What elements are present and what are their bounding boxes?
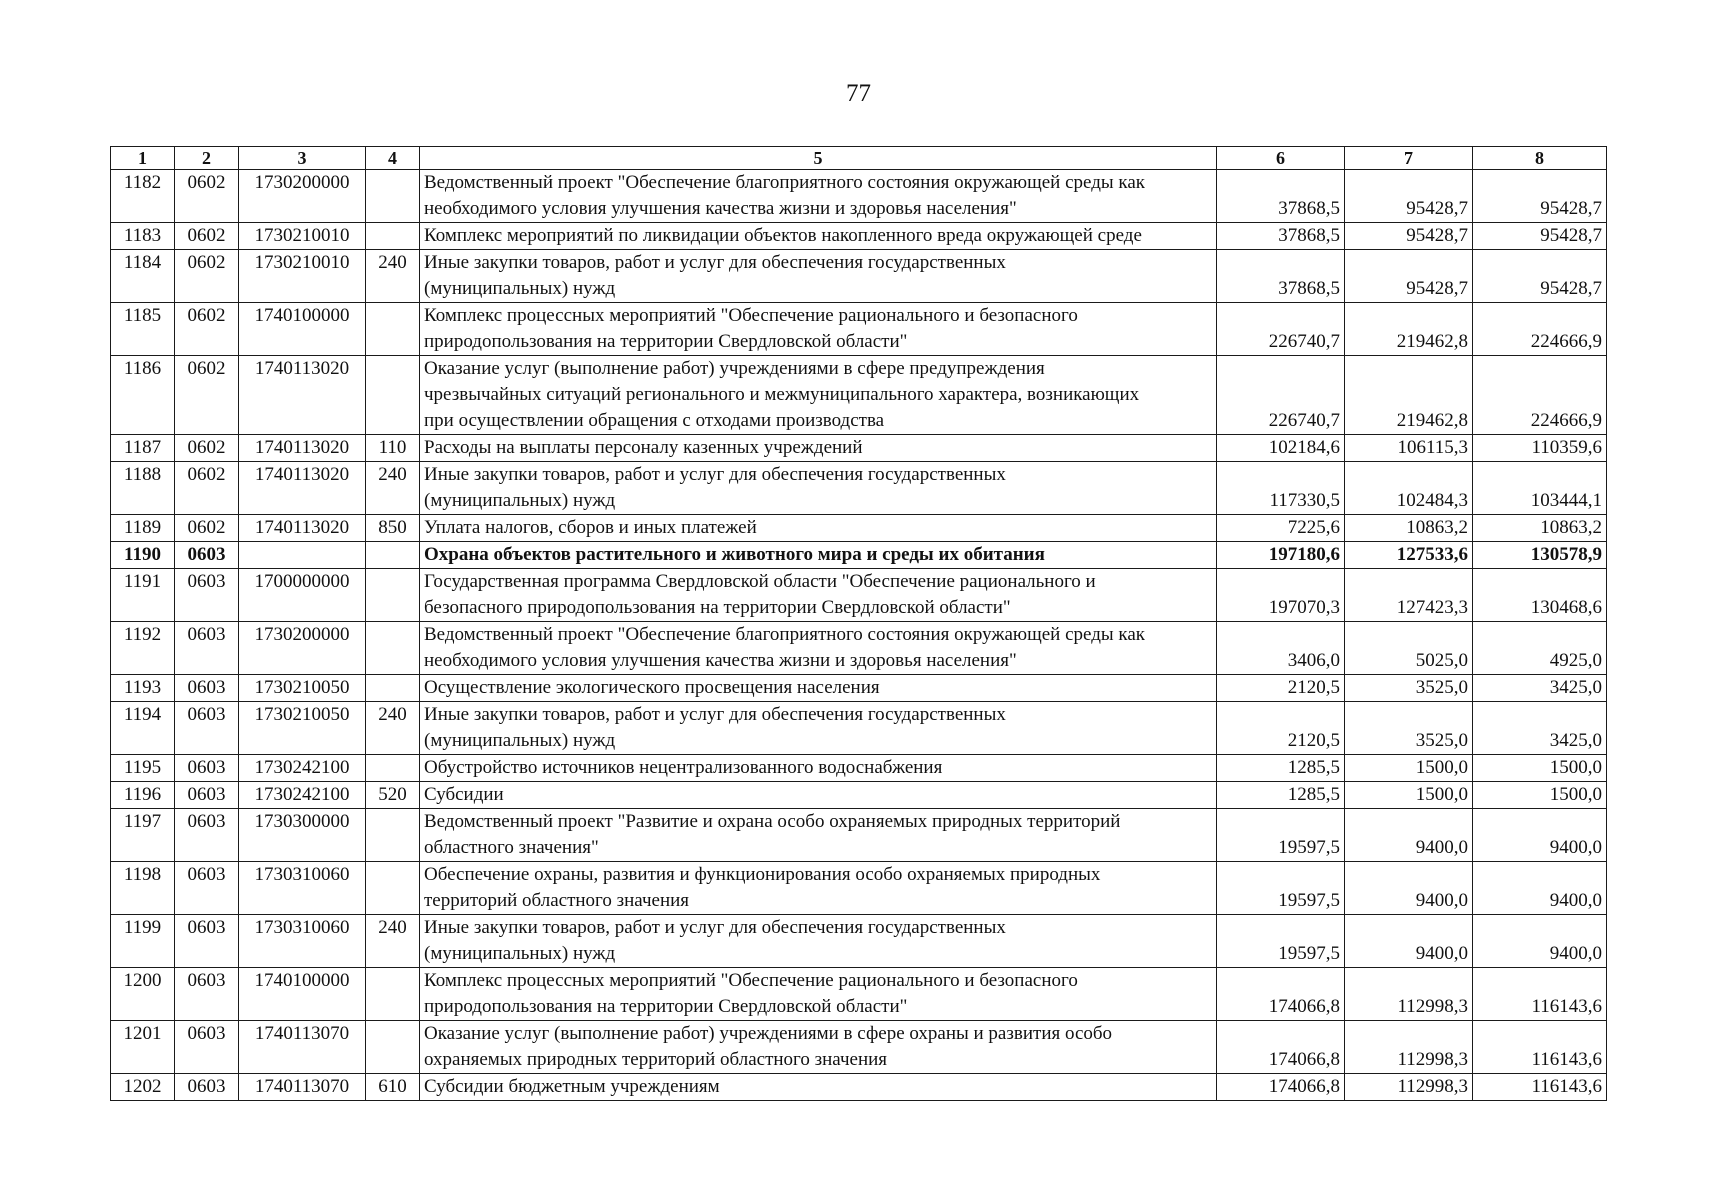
amount-col-7: 112998,3: [1345, 968, 1473, 1021]
section-code: 0603: [175, 755, 239, 782]
amount-col-8: 9400,0: [1473, 862, 1607, 915]
amount-col-7: 95428,7: [1345, 170, 1473, 223]
expense-type-code: [366, 569, 420, 622]
header-cell-3: 3: [239, 147, 366, 170]
expense-type-code: [366, 356, 420, 435]
amount-col-6: 19597,5: [1217, 809, 1345, 862]
table-row: [111, 435, 1607, 462]
section-code: 0603: [175, 809, 239, 862]
header-cell-7: 7: [1345, 147, 1473, 170]
expense-type-code: 110: [366, 435, 420, 462]
table-row: [111, 675, 1607, 702]
table-row: [111, 862, 1607, 915]
amount-col-7: 112998,3: [1345, 1074, 1473, 1101]
expense-type-code: [366, 675, 420, 702]
table-row: [111, 915, 1607, 968]
target-code: 1730310060: [239, 862, 366, 915]
amount-col-7: 5025,0: [1345, 622, 1473, 675]
row-number: 1188: [111, 462, 175, 515]
section-code: 0603: [175, 1021, 239, 1074]
target-code: 1730310060: [239, 915, 366, 968]
amount-col-7: 95428,7: [1345, 223, 1473, 250]
section-code: 0602: [175, 303, 239, 356]
item-name: Комплекс мероприятий по ликвидации объектов накопленного вреда окружающей среде: [420, 223, 1217, 250]
expense-type-code: [366, 303, 420, 356]
header-cell-2: 2: [175, 147, 239, 170]
row-number: 1191: [111, 569, 175, 622]
table-row: [111, 782, 1607, 809]
target-code: 1730242100: [239, 782, 366, 809]
expense-type-code: 240: [366, 915, 420, 968]
amount-col-8: 130578,9: [1473, 542, 1607, 569]
table-row: [111, 542, 1607, 569]
amount-col-6: 1285,5: [1217, 782, 1345, 809]
row-number: 1193: [111, 675, 175, 702]
table-row: [111, 170, 1607, 223]
header-cell-4: 4: [366, 147, 420, 170]
amount-col-8: 10863,2: [1473, 515, 1607, 542]
row-number: 1185: [111, 303, 175, 356]
target-code: 1700000000: [239, 569, 366, 622]
amount-col-7: 3525,0: [1345, 702, 1473, 755]
target-code: 1740100000: [239, 303, 366, 356]
amount-col-8: 116143,6: [1473, 1074, 1607, 1101]
section-code: 0602: [175, 170, 239, 223]
table-body: [111, 170, 1607, 1101]
item-name: Государственная программа Свердловской области "Обеспечение рационального и безопасного природопользования на территории Свердловской области": [420, 569, 1217, 622]
amount-col-6: 1285,5: [1217, 755, 1345, 782]
row-number: 1201: [111, 1021, 175, 1074]
expense-type-code: [366, 1021, 420, 1074]
expense-type-code: 240: [366, 250, 420, 303]
amount-col-7: 95428,7: [1345, 250, 1473, 303]
table-row: [111, 702, 1607, 755]
amount-col-8: 224666,9: [1473, 356, 1607, 435]
section-code: 0602: [175, 250, 239, 303]
table-row: [111, 250, 1607, 303]
amount-col-8: 116143,6: [1473, 1021, 1607, 1074]
amount-col-6: 102184,6: [1217, 435, 1345, 462]
amount-col-8: 9400,0: [1473, 915, 1607, 968]
amount-col-7: 3525,0: [1345, 675, 1473, 702]
table-row: [111, 1074, 1607, 1101]
row-number: 1183: [111, 223, 175, 250]
header-cell-5: 5: [420, 147, 1217, 170]
item-name: Охрана объектов растительного и животного мира и среды их обитания: [420, 542, 1217, 569]
amount-col-8: 4925,0: [1473, 622, 1607, 675]
item-name: Комплекс процессных мероприятий "Обеспечение рационального и безопасного природопользования на территории Свердловской области": [420, 968, 1217, 1021]
table-row: [111, 303, 1607, 356]
amount-col-8: 224666,9: [1473, 303, 1607, 356]
target-code: 1730200000: [239, 170, 366, 223]
amount-col-6: 37868,5: [1217, 250, 1345, 303]
amount-col-7: 9400,0: [1345, 809, 1473, 862]
amount-col-6: 174066,8: [1217, 968, 1345, 1021]
section-code: 0602: [175, 223, 239, 250]
item-name: Субсидии бюджетным учреждениям: [420, 1074, 1217, 1101]
row-number: 1187: [111, 435, 175, 462]
amount-col-7: 1500,0: [1345, 782, 1473, 809]
table-row: [111, 515, 1607, 542]
row-number: 1199: [111, 915, 175, 968]
target-code: 1730210010: [239, 223, 366, 250]
target-code: 1730242100: [239, 755, 366, 782]
amount-col-8: 116143,6: [1473, 968, 1607, 1021]
amount-col-8: 9400,0: [1473, 809, 1607, 862]
item-name: Расходы на выплаты персоналу казенных учреждений: [420, 435, 1217, 462]
expense-type-code: [366, 170, 420, 223]
section-code: 0603: [175, 542, 239, 569]
item-name: Иные закупки товаров, работ и услуг для обеспечения государственных (муниципальных) нужд: [420, 250, 1217, 303]
expense-type-code: [366, 755, 420, 782]
amount-col-6: 19597,5: [1217, 915, 1345, 968]
item-name: Осуществление экологического просвещения населения: [420, 675, 1217, 702]
row-number: 1189: [111, 515, 175, 542]
amount-col-8: 95428,7: [1473, 223, 1607, 250]
amount-col-8: 95428,7: [1473, 170, 1607, 223]
item-name: Оказание услуг (выполнение работ) учреждениями в сфере предупреждения чрезвычайных ситуаций регионального и межмуниципального характера, возникающих при осуществлении обращения с отходами производства: [420, 356, 1217, 435]
section-code: 0603: [175, 622, 239, 675]
target-code: 1730200000: [239, 622, 366, 675]
amount-col-8: 1500,0: [1473, 755, 1607, 782]
amount-col-6: 226740,7: [1217, 303, 1345, 356]
header-cell-8: 8: [1473, 147, 1607, 170]
amount-col-7: 219462,8: [1345, 356, 1473, 435]
page-number: 77: [846, 80, 871, 107]
target-code: 1730210010: [239, 250, 366, 303]
target-code: 1740113020: [239, 356, 366, 435]
table-row: [111, 968, 1607, 1021]
row-number: 1196: [111, 782, 175, 809]
amount-col-6: 174066,8: [1217, 1074, 1345, 1101]
row-number: 1202: [111, 1074, 175, 1101]
item-name: Оказание услуг (выполнение работ) учреждениями в сфере охраны и развития особо охраняемых природных территорий областного значения: [420, 1021, 1217, 1074]
section-code: 0603: [175, 915, 239, 968]
item-name: Комплекс процессных мероприятий "Обеспечение рационального и безопасного природопользования на территории Свердловской области": [420, 303, 1217, 356]
section-code: 0603: [175, 569, 239, 622]
expense-type-code: [366, 223, 420, 250]
item-name: Обеспечение охраны, развития и функционирования особо охраняемых природных территорий областного значения: [420, 862, 1217, 915]
table-row: [111, 1021, 1607, 1074]
table-row: [111, 622, 1607, 675]
amount-col-7: 1500,0: [1345, 755, 1473, 782]
expense-type-code: [366, 862, 420, 915]
target-code: 1740113070: [239, 1074, 366, 1101]
amount-col-8: 110359,6: [1473, 435, 1607, 462]
amount-col-6: 2120,5: [1217, 702, 1345, 755]
amount-col-7: 10863,2: [1345, 515, 1473, 542]
target-code: 1740113070: [239, 1021, 366, 1074]
amount-col-7: 127533,6: [1345, 542, 1473, 569]
item-name: Обустройство источников нецентрализованного водоснабжения: [420, 755, 1217, 782]
target-code: 1730300000: [239, 809, 366, 862]
item-name: Субсидии: [420, 782, 1217, 809]
amount-col-7: 106115,3: [1345, 435, 1473, 462]
amount-col-6: 37868,5: [1217, 223, 1345, 250]
row-number: 1192: [111, 622, 175, 675]
amount-col-6: 19597,5: [1217, 862, 1345, 915]
item-name: Ведомственный проект "Обеспечение благоприятного состояния окружающей среды как необходимого условия улучшения качества жизни и здоровья населения": [420, 170, 1217, 223]
amount-col-8: 1500,0: [1473, 782, 1607, 809]
target-code: 1740113020: [239, 515, 366, 542]
amount-col-7: 127423,3: [1345, 569, 1473, 622]
amount-col-7: 102484,3: [1345, 462, 1473, 515]
section-code: 0602: [175, 462, 239, 515]
amount-col-8: 103444,1: [1473, 462, 1607, 515]
row-number: 1197: [111, 809, 175, 862]
item-name: Уплата налогов, сборов и иных платежей: [420, 515, 1217, 542]
header-cell-6: 6: [1217, 147, 1345, 170]
expense-type-code: 240: [366, 702, 420, 755]
header-cell-1: 1: [111, 147, 175, 170]
amount-col-6: 174066,8: [1217, 1021, 1345, 1074]
row-number: 1190: [111, 542, 175, 569]
amount-col-6: 197180,6: [1217, 542, 1345, 569]
target-code: [239, 542, 366, 569]
item-name: Ведомственный проект "Развитие и охрана особо охраняемых природных территорий областного значения": [420, 809, 1217, 862]
expense-type-code: [366, 968, 420, 1021]
budget-table: [110, 146, 1607, 1101]
table-row: [111, 462, 1607, 515]
amount-col-8: 3425,0: [1473, 675, 1607, 702]
row-number: 1195: [111, 755, 175, 782]
amount-col-6: 37868,5: [1217, 170, 1345, 223]
amount-col-6: 226740,7: [1217, 356, 1345, 435]
row-number: 1184: [111, 250, 175, 303]
expense-type-code: 610: [366, 1074, 420, 1101]
table-row: [111, 223, 1607, 250]
row-number: 1182: [111, 170, 175, 223]
section-code: 0602: [175, 356, 239, 435]
amount-col-6: 7225,6: [1217, 515, 1345, 542]
item-name: Ведомственный проект "Обеспечение благоприятного состояния окружающей среды как необходимого условия улучшения качества жизни и здоровья населения": [420, 622, 1217, 675]
header-row: [111, 147, 1607, 170]
section-code: 0603: [175, 862, 239, 915]
table-row: [111, 755, 1607, 782]
amount-col-7: 219462,8: [1345, 303, 1473, 356]
amount-col-6: 2120,5: [1217, 675, 1345, 702]
amount-col-8: 95428,7: [1473, 250, 1607, 303]
expense-type-code: [366, 809, 420, 862]
target-code: 1740113020: [239, 462, 366, 515]
target-code: 1740113020: [239, 435, 366, 462]
expense-type-code: 520: [366, 782, 420, 809]
amount-col-7: 9400,0: [1345, 915, 1473, 968]
table-row: [111, 809, 1607, 862]
table-row: [111, 356, 1607, 435]
amount-col-6: 3406,0: [1217, 622, 1345, 675]
expense-type-code: 850: [366, 515, 420, 542]
item-name: Иные закупки товаров, работ и услуг для обеспечения государственных (муниципальных) нужд: [420, 462, 1217, 515]
amount-col-6: 117330,5: [1217, 462, 1345, 515]
section-code: 0603: [175, 702, 239, 755]
amount-col-6: 197070,3: [1217, 569, 1345, 622]
expense-type-code: [366, 622, 420, 675]
row-number: 1198: [111, 862, 175, 915]
expense-type-code: [366, 542, 420, 569]
section-code: 0603: [175, 1074, 239, 1101]
item-name: Иные закупки товаров, работ и услуг для обеспечения государственных (муниципальных) нужд: [420, 702, 1217, 755]
row-number: 1194: [111, 702, 175, 755]
amount-col-7: 9400,0: [1345, 862, 1473, 915]
target-code: 1740100000: [239, 968, 366, 1021]
amount-col-7: 112998,3: [1345, 1021, 1473, 1074]
expense-type-code: 240: [366, 462, 420, 515]
section-code: 0603: [175, 968, 239, 1021]
table-row: [111, 569, 1607, 622]
target-code: 1730210050: [239, 702, 366, 755]
section-code: 0603: [175, 675, 239, 702]
section-code: 0602: [175, 515, 239, 542]
amount-col-8: 3425,0: [1473, 702, 1607, 755]
target-code: 1730210050: [239, 675, 366, 702]
amount-col-8: 130468,6: [1473, 569, 1607, 622]
section-code: 0603: [175, 782, 239, 809]
item-name: Иные закупки товаров, работ и услуг для обеспечения государственных (муниципальных) нужд: [420, 915, 1217, 968]
row-number: 1186: [111, 356, 175, 435]
row-number: 1200: [111, 968, 175, 1021]
section-code: 0602: [175, 435, 239, 462]
